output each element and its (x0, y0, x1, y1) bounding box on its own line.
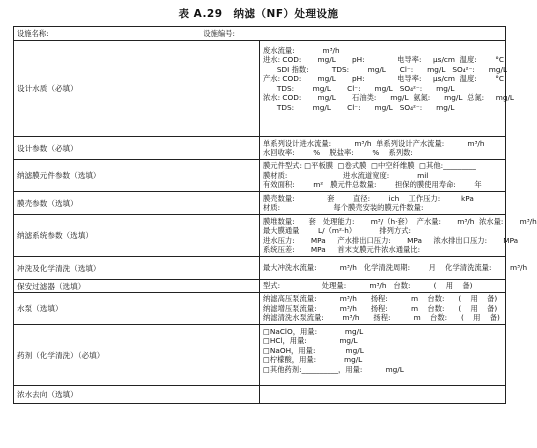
row-values-membrane-shell-params (260, 192, 506, 215)
value-line: 水回收率: % 脱盐率: % 系列数: (263, 148, 413, 157)
value-line: 膜壳数量: 套 直径: ich 工作压力: kPa (263, 193, 474, 203)
value-line: 进水: COD: mg/L pH: 电导率: μs/cm 温度: °C (263, 55, 505, 65)
row-chemicals (14, 325, 506, 386)
value-line: 膜元件型式: □平板膜 □卷式膜 □中空纤维膜 □其他:_________ (263, 161, 476, 171)
row-label-pumps: 水泵（选填） (14, 293, 260, 325)
row-label-membrane-element-params: 纳滤膜元件参数（选填） (14, 160, 260, 192)
row-nf-system-params (14, 215, 506, 257)
row-values-nf-system-params (260, 215, 537, 257)
value-line: 系统压差: MPa 首末支膜元件浓水通量比: (263, 245, 421, 254)
value-line: □柠檬酸，用量: mg/L (263, 355, 363, 364)
row-values-water-quality (260, 41, 514, 137)
value-line: 产水: COD: mg/L pH: 电导率: μs/cm 温度: °C (263, 74, 505, 84)
value-line: 最大冲洗水流量: m³/h 化学清洗周期: 月 化学清洗流量: m³/h (263, 263, 528, 273)
row-values-concentrate-destination (260, 386, 506, 404)
row-values-chemicals (260, 325, 506, 386)
row-membrane-shell-params (14, 192, 506, 215)
row-membrane-element-params (14, 160, 506, 192)
value-line: □HCl，用量: mg/L (263, 336, 358, 345)
row-flush-cleaning (14, 257, 506, 280)
row-values-security-filter (260, 280, 506, 293)
row-values-membrane-element-params (260, 160, 506, 192)
value-line: 单系列设计进水流量: m³/h 单系列设计产水流量: m³/h (263, 138, 485, 148)
value-line: 膜材质: 进水流道宽度: mil (263, 170, 429, 180)
facility-name-cell (14, 27, 506, 41)
value-line: TDS: mg/L Cl⁻: mg/L SO₄²⁻: mg/L (263, 83, 455, 93)
row-label-nf-system-params: 纳滤系统参数（选填） (14, 215, 260, 257)
row-water-quality (14, 41, 506, 137)
row-design-params (14, 137, 506, 160)
value-line: 纳滤清洗水泵流量: m³/h 扬程: m 台数: ( 用 备) (263, 313, 500, 323)
nf-facility-table (13, 26, 537, 404)
value-line (263, 374, 502, 384)
row-values-pumps (260, 293, 506, 325)
value-line: 膜堆数量: 套 处理能力: m³/（h·套） 产水量: m³/h 浓水量: m³/h (263, 216, 537, 226)
value-line: 纳滤增压泵流量: m³/h 扬程: m 台数: ( 用 备) (263, 303, 498, 313)
row-concentrate-destination (14, 386, 506, 404)
value-line: 最大膜通量 L/（m²·h） 排列方式: (263, 226, 411, 235)
row-values-flush-cleaning (260, 257, 528, 280)
value-line (263, 112, 502, 122)
value-line: 有效面积: m² 膜元件总数量: 担保的膜使用寿命: 年 (263, 180, 482, 190)
row-label-chemicals: 药剂（化学清洗）（必填） (14, 325, 260, 386)
row-pumps (14, 293, 506, 325)
row-label-flush-cleaning: 冲洗及化学清洗（选填） (14, 257, 260, 280)
row-label-security-filter: 保安过滤器（选填） (14, 280, 260, 293)
value-line: □其他药剂:__________，用量: mg/L (263, 364, 404, 374)
value-line (263, 122, 502, 132)
table-title: 表 A.29 纳滤（NF）处理设施 (178, 8, 339, 20)
facility-number-label: 设施编号: (203, 28, 235, 38)
value-line: 材质: 每个膜壳安装的膜元件数量: (263, 203, 424, 212)
value-line: 纳滤高压泵流量: m³/h 扬程: m 台数: ( 用 备) (263, 294, 498, 304)
row-label-water-quality: 设计水质（必填） (14, 41, 260, 137)
value-line: 废水流量: m³/h (263, 45, 340, 55)
value-line: 型式: 处理量: m³/h 台数: ( 用 备) (263, 281, 473, 291)
row-label-design-params: 设计参数（必填） (14, 137, 260, 160)
row-label-concentrate-destination: 浓水去向（选填） (14, 386, 260, 404)
row-facility-name (14, 27, 506, 41)
value-line: TDS: mg/L Cl⁻: mg/L SO₄²⁻: mg/L (263, 102, 455, 112)
value-line: 进水压力: MPa 产水排出口压力: MPa 浓水排出口压力: MPa (263, 235, 519, 245)
value-line: □NaClO，用量: mg/L (263, 326, 364, 336)
row-security-filter (14, 280, 506, 293)
facility-name-label: 设施名称: (17, 28, 49, 38)
row-label-membrane-shell-params: 膜壳参数（选填） (14, 192, 260, 215)
value-line: □NaOH，用量: mg/L (263, 345, 364, 355)
value-line: SDI 指数: TDS: mg/L Cl⁻: mg/L SO₄²⁻: mg/L (263, 64, 508, 74)
value-line: 浓水: COD: mg/L 石油类: mg/L 氨氮: mg/L 总氮: mg/L (263, 93, 514, 103)
row-values-design-params (260, 137, 506, 160)
